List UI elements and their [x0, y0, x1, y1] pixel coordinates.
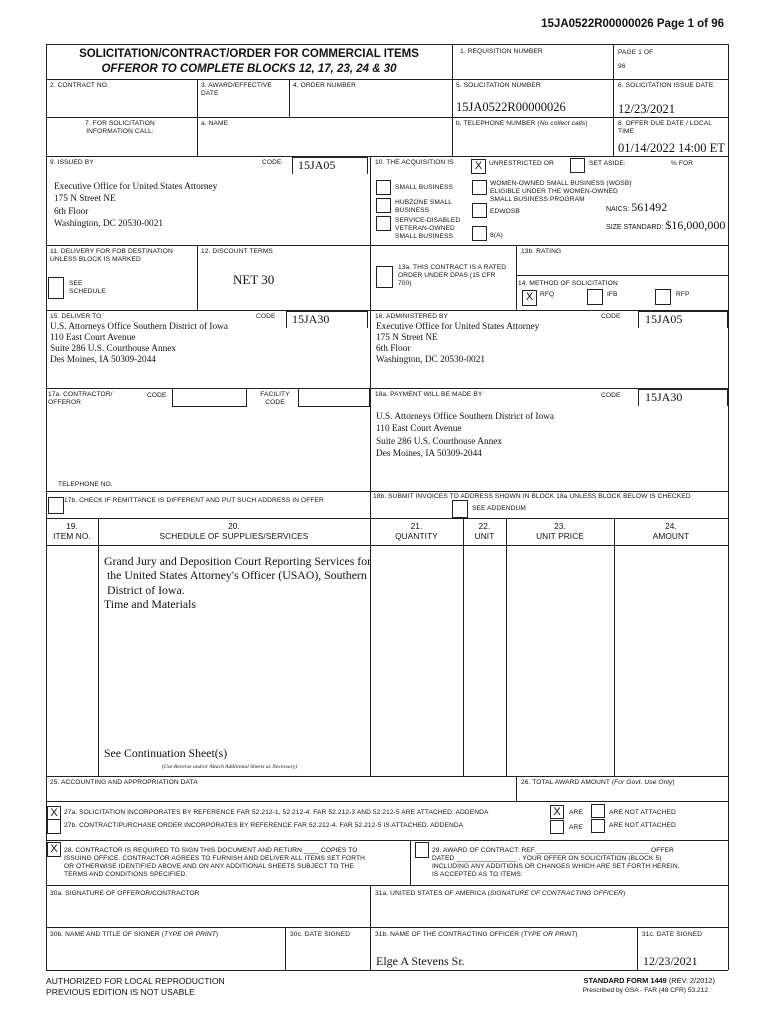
- eight-a-label: 8(A): [490, 232, 503, 239]
- remittance-checkbox[interactable]: [48, 497, 64, 514]
- eight-a-checkbox[interactable]: [472, 226, 487, 241]
- contractor-code-box[interactable]: [172, 389, 247, 407]
- offer-due-date: 01/14/2022 14:00 ET: [618, 141, 725, 155]
- sdvosb-label: SERVICE-DISABLED VETERAN-OWNED SMALL BUSINESS: [395, 217, 461, 240]
- block-15-code-label: CODE: [256, 313, 276, 320]
- are-not-attached-checkbox-27a[interactable]: [591, 804, 605, 818]
- block-30c-label: 30c. DATE SIGNED: [290, 931, 351, 938]
- are-not-attached-checkbox-27b[interactable]: [591, 819, 605, 833]
- set-aside-label: SET ASIDE:: [589, 160, 626, 167]
- are-attached-checkbox[interactable]: X: [550, 805, 564, 819]
- see-addendum-label: SEE ADDENDUM: [472, 505, 526, 512]
- edwosb-checkbox[interactable]: [472, 203, 487, 218]
- footer-reproduction: AUTHORIZED FOR LOCAL REPRODUCTION: [46, 976, 225, 986]
- block-16-label: 16. ADMINISTERED BY: [375, 313, 448, 320]
- block-27b-checkbox[interactable]: [47, 819, 61, 834]
- schedule-description: Grand Jury and Deposition Court Reporting Services for the United States Attorney's Officer (USAO), Southern District of Iowa. Time and Materials: [104, 554, 372, 612]
- rfp-checkbox[interactable]: [655, 289, 671, 305]
- block-16-code-label: CODE: [601, 313, 621, 320]
- ifb-checkbox[interactable]: [587, 289, 603, 305]
- block-13a-label: 13a. THIS CONTRACT IS A RATED ORDER UNDER DPAS (15 CFR 700): [398, 264, 507, 287]
- solicitation-issue-date: 12/23/2021: [618, 102, 675, 116]
- block-3-label: 3. AWARD/EFFECTIVE DATE: [201, 82, 272, 97]
- hubzone-label: HUBZONE SMALL BUSINESS: [395, 199, 452, 214]
- page-total: 96: [618, 63, 626, 70]
- payment-code: 15JA30: [645, 390, 683, 404]
- block-9-code-label: CODE: [262, 159, 282, 166]
- set-aside-checkbox[interactable]: [570, 158, 585, 173]
- see-addendum-checkbox[interactable]: [452, 500, 468, 518]
- sdvosb-checkbox[interactable]: [376, 216, 391, 231]
- block-13b-label: 13b. RATING: [521, 248, 562, 255]
- naics: NAICS: 561492: [606, 200, 668, 214]
- are-label-27a: ARE: [569, 809, 583, 816]
- block-17b-label: 17b. CHECK IF REMITTANCE IS DIFFERENT AND PUT SUCH ADDRESS IN OFFER: [64, 497, 324, 504]
- page-of-label: PAGE 1 OF: [618, 49, 654, 56]
- are-not-attached-label-27a: ARE NOT ATTACHED: [609, 809, 676, 816]
- block-14-label: 14. METHOD OF SOLICITATION: [518, 280, 618, 287]
- block-27b-label: 27b. CONTRACT/PURCHASE ORDER INCORPORATES BY REFERENCE FAR 52.212-4. FAR 52.212-5 IS ATTACHED. ADDENDA: [64, 822, 464, 829]
- edwosb-label: EDWOSB: [490, 208, 520, 215]
- deliver-to-address: U.S. Attorneys Office Southern District of Iowa 110 East Court Avenue Suite 286 U.S. Courthouse Annex Des Moines, IA 50309-2044: [50, 322, 228, 365]
- block-28-text: 28. CONTRACTOR IS REQUIRED TO SIGN THIS DOCUMENT AND RETURN ____ COPIES TO ISSUING OFFICE. CONTRACTOR AGREES TO FURNISH AND DELIVER ALL ITEMS SET FORTH OR OTHERWISE IDENTIFIED ABOVE AND ON ANY ADDITIONAL SHEETS SUBJECT TO THE TERMS AND CONDITIONS SPECIFIED.: [64, 847, 365, 878]
- facility-code-label: FACILITY CODE: [260, 391, 290, 406]
- unrestricted-label: UNRESTRICTED OR: [489, 160, 554, 167]
- rfq-checkbox[interactable]: X: [522, 290, 537, 306]
- block-6-label: 6. SOLICITATION ISSUE DATE: [618, 82, 714, 89]
- issued-by-address: Executive Office for United States Attorney 175 N Street NE 6th Floor Washington, DC 20530-0021: [54, 182, 218, 230]
- footer-prescribed: Prescribed by GSA - FAR (48 CFR) 53.212: [582, 987, 708, 994]
- small-business-label: SMALL BUSINESS: [395, 184, 453, 191]
- block-5-label: 5. SOLICITATION NUMBER: [456, 82, 541, 89]
- block-30b-label: 30b. NAME AND TITLE OF SIGNER (TYPE OR PRINT): [50, 931, 219, 938]
- block-28-checkbox[interactable]: X: [47, 842, 61, 857]
- block-27a-checkbox[interactable]: X: [47, 806, 61, 821]
- administered-by-address: Executive Office for United States Attorney 175 N Street NE 6th Floor Washington, DC 20530-0021: [376, 322, 540, 365]
- are-label-27b: ARE: [569, 824, 583, 831]
- contracting-officer-date: 12/23/2021: [643, 954, 698, 968]
- block-31b-label: 31b. NAME OF THE CONTRACTING OFFICER (TYPE OR PRINT): [375, 931, 578, 938]
- discount-terms: NET 30: [233, 272, 275, 287]
- facility-code-box[interactable]: [298, 389, 370, 407]
- block-27a-label: 27a. SOLICITATION INCORPORATES BY REFERENCE FAR 52.212-1, 52.212-4. FAR 52.212-3 AND 52.212-5 ARE ATTACHED. ADDENDA: [64, 809, 489, 816]
- block-29-text: 29. AWARD OF CONTRACT: REF.______________________________ OFFER DATED ________________ . YOUR OFFER ON SOLICITATION (BLOCK 5) INCLUDING ANY ADDITIONS OR CHANGES WHICH ARE SET FORTH HEREIN, IS ACCEPTED AS TO ITEMS:: [432, 847, 680, 878]
- footer-form-name: STANDARD FORM 1449 (REV. 2/2012): [583, 976, 715, 985]
- telephone-label: TELEPHONE NO.: [58, 481, 113, 488]
- wosb-label: WOMEN-OWNED SMALL BUSINESS (WOSB) ELIGIBLE UNDER THE WOMEN-OWNED SMALL BUSINESS PROGRAM: [490, 180, 632, 203]
- unrestricted-checkbox[interactable]: X: [471, 159, 486, 174]
- block-17a-label: 17a. CONTRACTOR/ OFFEROR: [48, 391, 113, 406]
- block-26-label: 26. TOTAL AWARD AMOUNT (For Govt. Use Only): [521, 779, 675, 786]
- block-25-label: 25. ACCOUNTING AND APPROPRIATION DATA: [50, 779, 198, 786]
- block-17a-code-label: CODE: [147, 392, 167, 399]
- block-4-label: 4. ORDER NUMBER: [293, 82, 357, 89]
- footer-previous-edition: PREVIOUS EDITION IS NOT USABLE: [46, 987, 195, 997]
- block-18b-label: 18b. SUBMIT INVOICES TO ADDRESS SHOWN IN BLOCK 18a UNLESS BLOCK BELOW IS CHECKED: [373, 493, 691, 500]
- block-10-label: 10. THE ACQUISITION IS: [375, 159, 454, 166]
- block-8-label: 8. OFFER DUE DATE / LOCAL TIME: [618, 120, 712, 135]
- block-18a-label: 18a. PAYMENT WILL BE MADE BY: [375, 391, 483, 398]
- form-subtitle: OFFEROR TO COMPLETE BLOCKS 12, 17, 23, 24 & 30: [101, 63, 397, 75]
- block-15-label: 15. DELIVER TO: [50, 313, 102, 320]
- rfp-label: RFP: [676, 291, 690, 298]
- block-18a-code-label: CODE: [601, 392, 621, 399]
- rfq-label: RFQ: [540, 291, 555, 298]
- block-1-label: 1. REQUISITION NUMBER: [460, 48, 543, 55]
- hubzone-checkbox[interactable]: [376, 198, 391, 213]
- see-schedule-label: SEE SCHEDULE: [69, 280, 106, 295]
- deliver-to-code: 15JA30: [292, 312, 330, 326]
- block-11-label: 11. DELIVERY FOR FOB DESTINATION UNLESS BLOCK IS MARKED: [50, 248, 173, 263]
- block-30a-label: 30a. SIGNATURE OF OFFEROR/CONTRACTOR: [50, 890, 200, 897]
- block-7b-label: b. TELEPHONE NUMBER (No collect calls): [456, 120, 588, 127]
- ifb-label: IFB: [607, 291, 618, 298]
- page-header: 15JA0522R00000026 Page 1 of 96: [541, 18, 724, 30]
- block-7a-label: a. NAME: [201, 120, 229, 127]
- reverse-note: (Use Reverse and/or Attach Additional Sheets as Necessary): [162, 764, 298, 770]
- block-12-label: 12. DISCOUNT TERMS: [201, 248, 273, 255]
- block-29-checkbox[interactable]: [415, 842, 429, 858]
- payment-address: U.S. Attorneys Office Southern District of Iowa 110 East Court Avenue Suite 286 U.S. Courthouse Annex Des Moines, IA 50309-2044: [376, 412, 554, 460]
- small-business-checkbox[interactable]: [376, 180, 391, 195]
- issued-by-code: 15JA05: [298, 158, 336, 172]
- dpas-checkbox[interactable]: [376, 266, 393, 288]
- percent-for-label: % FOR: [671, 160, 694, 167]
- size-standard: SIZE STANDARD: $16,000,000: [606, 218, 726, 232]
- solicitation-number: 15JA0522R00000026: [456, 100, 566, 114]
- block-7-label: 7. FOR SOLICITATION INFORMATION CALL:: [85, 120, 155, 135]
- continuation-note: See Continuation Sheet(s): [104, 746, 228, 760]
- administered-by-code: 15JA05: [645, 312, 683, 326]
- see-schedule-checkbox[interactable]: [48, 277, 64, 299]
- block-2-label: 2. CONTRACT NO.: [50, 82, 109, 89]
- are-checkbox-27b[interactable]: [550, 820, 564, 834]
- contracting-officer-name: Elge A Stevens Sr.: [376, 954, 465, 968]
- block-9-label: 9. ISSUED BY: [50, 159, 94, 166]
- form-title: SOLICITATION/CONTRACT/ORDER FOR COMMERCIAL ITEMS: [79, 48, 419, 60]
- are-not-attached-label-27b: ARE NOT ATTACHED: [609, 822, 676, 829]
- block-31c-label: 31c. DATE SIGNED: [642, 931, 703, 938]
- wosb-checkbox[interactable]: [472, 180, 487, 195]
- block-31a-label: 31a. UNITED STATES OF AMERICA (SIGNATURE OF CONTRACTING OFFICER): [375, 890, 626, 897]
